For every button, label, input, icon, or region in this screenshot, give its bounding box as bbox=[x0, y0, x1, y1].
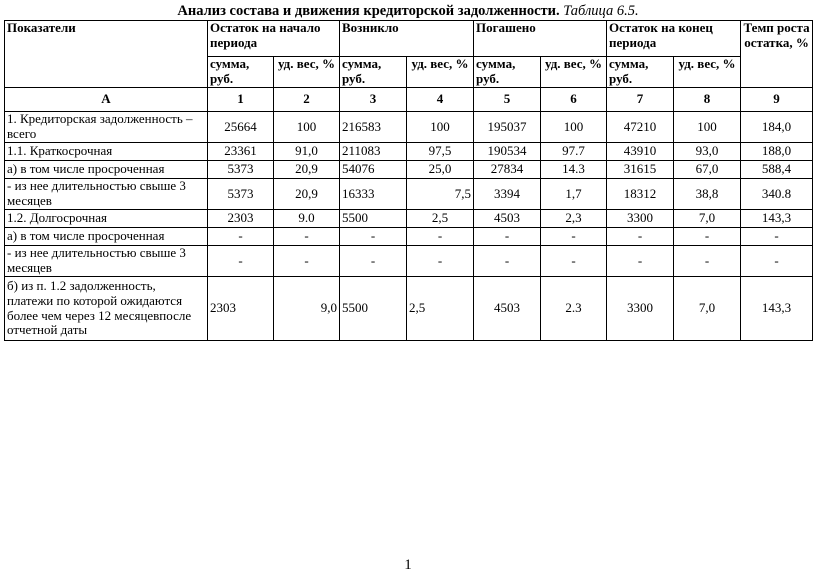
cell-repaid-sum: 195037 bbox=[474, 112, 541, 143]
cell-growth: 588,4 bbox=[741, 161, 813, 179]
index-cell: 9 bbox=[741, 88, 813, 112]
cell-start-sum: 25664 bbox=[208, 112, 274, 143]
cell-end-share: 67,0 bbox=[674, 161, 741, 179]
subheader-sum: сумма, руб. bbox=[208, 57, 274, 88]
cell-end-share: 38,8 bbox=[674, 179, 741, 210]
row-label: - из нее длительностью свыше 3 месяцев bbox=[5, 179, 208, 210]
row-label: - из нее длительностью свыше 3 месяцев bbox=[5, 246, 208, 277]
cell-repaid-sum: - bbox=[474, 228, 541, 246]
cell-end-sum: 3300 bbox=[607, 277, 674, 341]
index-cell: А bbox=[5, 88, 208, 112]
cell-start-share: 20,9 bbox=[274, 161, 340, 179]
cell-start-sum: - bbox=[208, 228, 274, 246]
cell-end-share: - bbox=[674, 228, 741, 246]
index-cell: 1 bbox=[208, 88, 274, 112]
cell-repaid-sum: 27834 bbox=[474, 161, 541, 179]
row-label: а) в том числе просроченная bbox=[5, 228, 208, 246]
cell-repaid-sum: 190534 bbox=[474, 143, 541, 161]
cell-end-share: 7,0 bbox=[674, 210, 741, 228]
cell-growth: 340.8 bbox=[741, 179, 813, 210]
index-cell: 5 bbox=[474, 88, 541, 112]
cell-repaid-share: 1,7 bbox=[541, 179, 607, 210]
cell-start-share: 9.0 bbox=[274, 210, 340, 228]
cell-repaid-sum: 3394 bbox=[474, 179, 541, 210]
cell-growth: 143,3 bbox=[741, 210, 813, 228]
cell-end-sum: 43910 bbox=[607, 143, 674, 161]
cell-arisen-sum: - bbox=[340, 246, 407, 277]
table-row bbox=[5, 228, 813, 246]
index-cell: 3 bbox=[340, 88, 407, 112]
document-title bbox=[0, 3, 816, 20]
cell-end-sum: 3300 bbox=[607, 210, 674, 228]
cell-start-sum: 23361 bbox=[208, 143, 274, 161]
cell-end-sum: 47210 bbox=[607, 112, 674, 143]
cell-repaid-share: 2.3 bbox=[541, 277, 607, 341]
cell-start-sum: 2303 bbox=[208, 277, 274, 341]
cell-repaid-share: 14.3 bbox=[541, 161, 607, 179]
cell-start-sum: - bbox=[208, 246, 274, 277]
table-row bbox=[5, 112, 813, 143]
table-row bbox=[5, 246, 813, 277]
header-end-balance: Остаток на конец периода bbox=[607, 21, 741, 57]
cell-repaid-sum: 4503 bbox=[474, 210, 541, 228]
cell-growth: - bbox=[741, 228, 813, 246]
cell-repaid-share: 2,3 bbox=[541, 210, 607, 228]
header-arisen: Возникло bbox=[340, 21, 474, 57]
row-label: 1. Кредиторская задолженность – всего bbox=[5, 112, 208, 143]
title-table-number: Таблица 6.5. bbox=[563, 3, 639, 19]
cell-arisen-share: 100 bbox=[407, 112, 474, 143]
index-cell: 4 bbox=[407, 88, 474, 112]
title-main: Анализ состава и движения кредиторской задолженности. bbox=[177, 3, 560, 19]
cell-end-share: - bbox=[674, 246, 741, 277]
cell-start-share: - bbox=[274, 246, 340, 277]
subheader-share: уд. вес, % bbox=[407, 57, 474, 88]
page-number: 1 bbox=[404, 557, 412, 573]
subheader-sum: сумма, руб. bbox=[340, 57, 407, 88]
cell-arisen-sum: 54076 bbox=[340, 161, 407, 179]
cell-growth: 184,0 bbox=[741, 112, 813, 143]
index-cell: 8 bbox=[674, 88, 741, 112]
subheader-share: уд. вес, % bbox=[274, 57, 340, 88]
cell-start-share: - bbox=[274, 228, 340, 246]
cell-arisen-share: 2,5 bbox=[407, 277, 474, 341]
header-indicators: Показатели bbox=[5, 21, 208, 88]
cell-arisen-share: - bbox=[407, 246, 474, 277]
cell-arisen-sum: 5500 bbox=[340, 277, 407, 341]
header-repaid: Погашено bbox=[474, 21, 607, 57]
cell-start-share: 100 bbox=[274, 112, 340, 143]
cell-repaid-sum: 4503 bbox=[474, 277, 541, 341]
row-label: 1.2. Долгосрочная bbox=[5, 210, 208, 228]
cell-growth: 143,3 bbox=[741, 277, 813, 341]
table-row bbox=[5, 161, 813, 179]
column-index-row bbox=[5, 88, 813, 112]
subheader-sum: сумма, руб. bbox=[474, 57, 541, 88]
subheader-sum: сумма, руб. bbox=[607, 57, 674, 88]
header-start-balance: Остаток на начало периода bbox=[208, 21, 340, 57]
cell-repaid-share: 100 bbox=[541, 112, 607, 143]
row-label: 1.1. Краткосрочная bbox=[5, 143, 208, 161]
table-row bbox=[5, 143, 813, 161]
cell-arisen-share: 97,5 bbox=[407, 143, 474, 161]
subheader-share: уд. вес, % bbox=[541, 57, 607, 88]
cell-arisen-sum: 16333 bbox=[340, 179, 407, 210]
index-cell: 2 bbox=[274, 88, 340, 112]
cell-arisen-share: 25,0 bbox=[407, 161, 474, 179]
index-cell: 6 bbox=[541, 88, 607, 112]
cell-end-sum: 18312 bbox=[607, 179, 674, 210]
cell-end-sum: - bbox=[607, 228, 674, 246]
cell-end-sum: - bbox=[607, 246, 674, 277]
cell-arisen-share: 7,5 bbox=[407, 179, 474, 210]
table-row bbox=[5, 210, 813, 228]
table-row bbox=[5, 179, 813, 210]
payables-analysis-table bbox=[4, 20, 813, 341]
cell-start-sum: 5373 bbox=[208, 179, 274, 210]
cell-arisen-sum: 5500 bbox=[340, 210, 407, 228]
cell-start-share: 9,0 bbox=[274, 277, 340, 341]
cell-end-share: 93,0 bbox=[674, 143, 741, 161]
cell-end-share: 100 bbox=[674, 112, 741, 143]
cell-arisen-share: - bbox=[407, 228, 474, 246]
table-row bbox=[5, 277, 813, 341]
cell-growth: 188,0 bbox=[741, 143, 813, 161]
cell-end-sum: 31615 bbox=[607, 161, 674, 179]
index-cell: 7 bbox=[607, 88, 674, 112]
row-label: б) из п. 1.2 задолженность, платежи по которой ожидаются более чем через 12 месяцевпосле отчетной даты bbox=[5, 277, 208, 341]
row-label: а) в том числе просроченная bbox=[5, 161, 208, 179]
cell-repaid-sum: - bbox=[474, 246, 541, 277]
cell-arisen-sum: - bbox=[340, 228, 407, 246]
cell-arisen-sum: 216583 bbox=[340, 112, 407, 143]
cell-start-share: 20,9 bbox=[274, 179, 340, 210]
header-growth-rate: Темп роста остатка, % bbox=[741, 21, 813, 88]
cell-arisen-share: 2,5 bbox=[407, 210, 474, 228]
cell-repaid-share: - bbox=[541, 228, 607, 246]
cell-end-share: 7,0 bbox=[674, 277, 741, 341]
cell-start-share: 91,0 bbox=[274, 143, 340, 161]
cell-start-sum: 2303 bbox=[208, 210, 274, 228]
cell-arisen-sum: 211083 bbox=[340, 143, 407, 161]
subheader-share: уд. вес, % bbox=[674, 57, 741, 88]
cell-growth: - bbox=[741, 246, 813, 277]
cell-start-sum: 5373 bbox=[208, 161, 274, 179]
cell-repaid-share: 97.7 bbox=[541, 143, 607, 161]
cell-repaid-share: - bbox=[541, 246, 607, 277]
